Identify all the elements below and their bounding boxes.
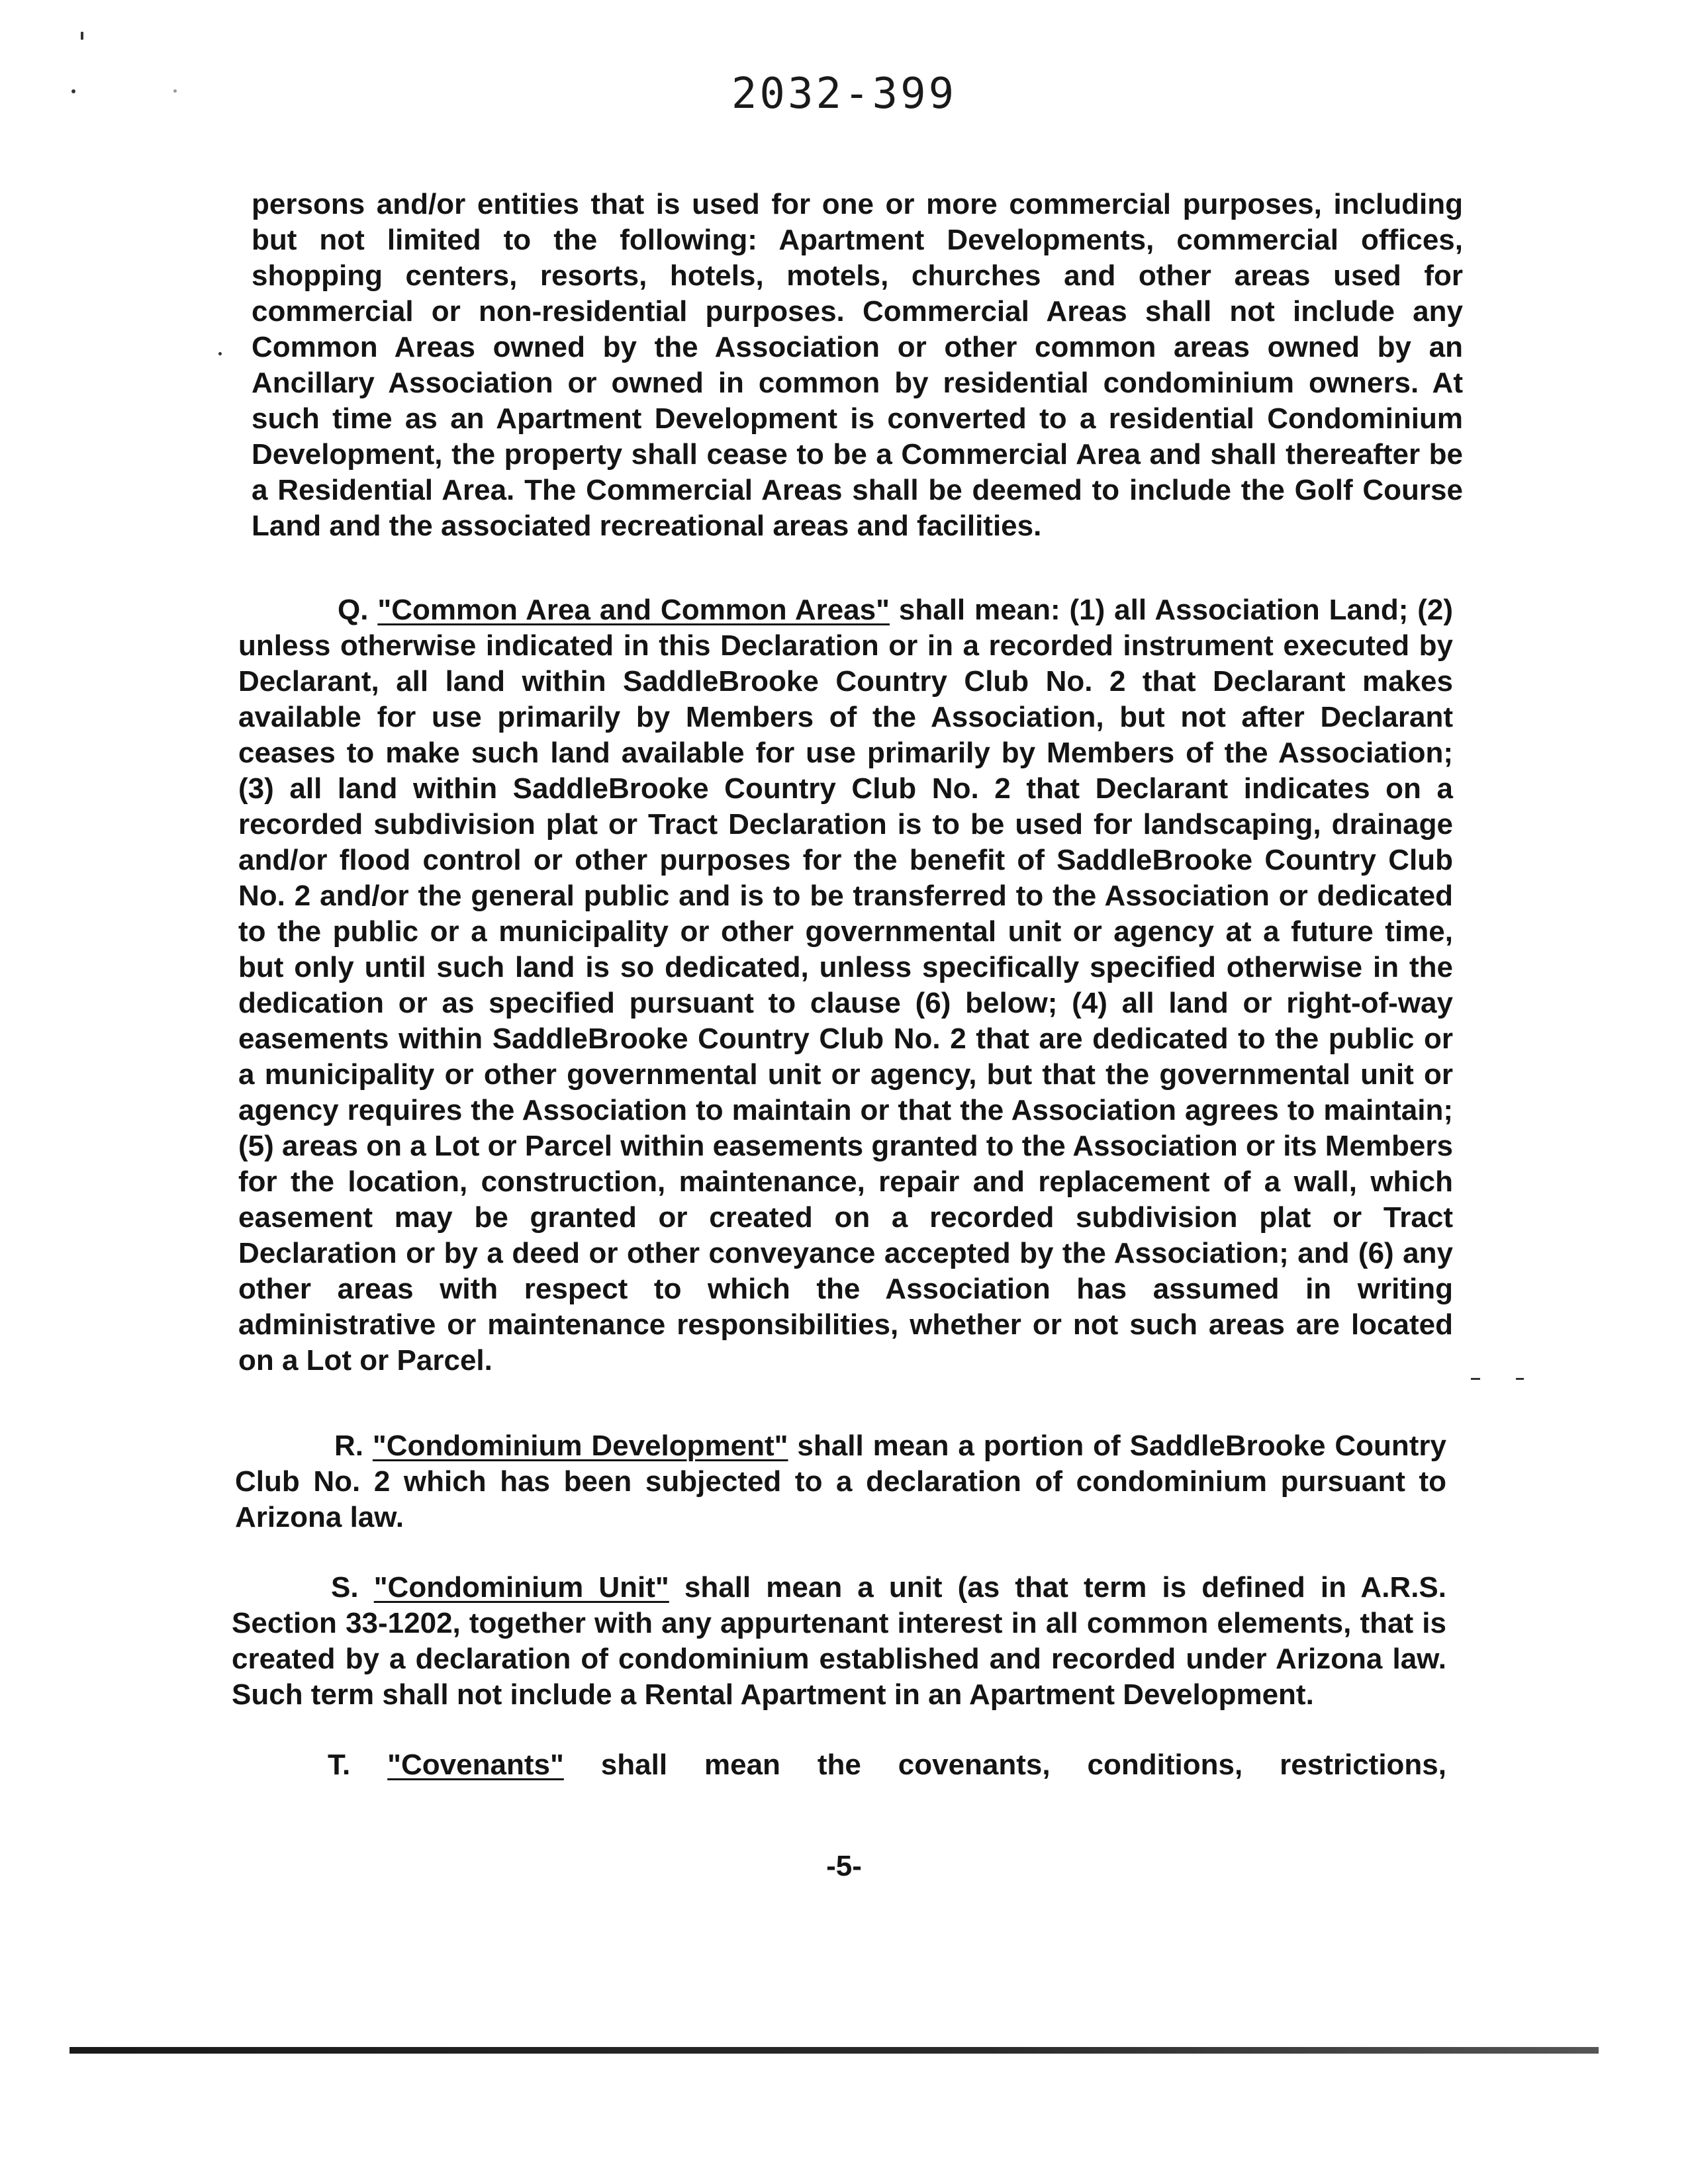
defined-term: "Common Area and Common Areas" [377, 594, 890, 626]
defined-term: "Condominium Unit" [373, 1571, 669, 1604]
paragraph-condominium-development [235, 1428, 1446, 1535]
paragraph-condominium-unit [232, 1570, 1446, 1713]
paragraph-text: shall mean a unit (as that term is defined in A.R.S. Section 33-1202, together with any appurtenant interest in all common elements, that is created by a declaration of condominium established and recorded under Arizona law. Such term shall not include a Rental Apartment in an Apartment Development. [232, 1571, 1446, 1711]
paragraph-letter: Q. [338, 594, 369, 626]
paragraph-common-areas [238, 592, 1453, 1379]
page-number: -5- [826, 1850, 862, 1882]
scan-speck [81, 32, 83, 40]
paragraph-text: shall mean: (1) all Association Land; (2) unless otherwise indicated in this Declaration or in a recorded instrument executed by Declarant, all land within SaddleBrooke Country Club No. 2 that Declarant makes available for use primarily by Members of the Association, but not after Declarant ceases to make such land available for use primarily by Members of the Association; (3) all land within SaddleBrooke Country Club No. 2 that Declarant indicates on a recorded subdivision plat or Tract Declaration is to be used for landscaping, drainage and/or flood control or other purposes for the benefit of SaddleBrooke Country Club No. 2 and/or the general public and is to be transferred to the Association or dedicated to the public or a municipality or other governmental unit or agency at a future time, but only until such land is so dedicated, unless specifically specified otherwise in the dedication or as specified pursuant to clause (6) below; (4) all land or right-of-way easements within SaddleBrooke Country Club No. 2 that are dedicated to the public or a municipality or other governmental unit or agency, but that the governmental unit or agency requires the Association to maintain or that the Association agrees to maintain; (5) areas on a Lot or Parcel within easements granted to the Association or its Members for the location, construction, maintenance, repair and replacement of a wall, which easement may be granted or created on a recorded subdivision plat or Tract Declaration or by a deed or other conveyance accepted by the Association; and (6) any other areas with respect to which the Association has assumed in writing administrative or maintenance responsibilities, whether or not such areas are located on a Lot or Parcel. [238, 594, 1453, 1377]
defined-term: "Condominium Development" [372, 1430, 788, 1462]
paragraph-text: shall mean a portion of SaddleBrooke Country Club No. 2 which has been subjected to a declaration of condominium pursuant to Arizona law. [235, 1430, 1446, 1533]
paragraph-letter: R. [334, 1430, 363, 1462]
defined-term: "Covenants" [387, 1749, 564, 1781]
paragraph-text: persons and/or entities that is used for one or more commercial purposes, including but not limited to the following: Apartment Developments, commercial offices, shopping centers, resorts, hotels, motels, churches and other areas used for commercial or non-residential purposes. Commercial Areas shall not include any Common Areas owned by the Association or other common areas owned by an Ancillary Association or owned in common by residential condominium owners. At such time as an Apartment Development is converted to a residential Condominium Development, the property shall cease to be a Commercial Area and shall thereafter be a Residential Area. The Commercial Areas shall be deemed to include the Golf Course Land and the associated recreational areas and facilities. [252, 188, 1463, 542]
scan-speck [218, 352, 222, 355]
scan-mark [1516, 1378, 1524, 1380]
paragraph-letter: T. [328, 1749, 351, 1781]
paragraph-text: shall mean the covenants, conditions, restrictions, [600, 1749, 1446, 1781]
paragraph-covenants [228, 1747, 1446, 1783]
paragraph-letter: S. [331, 1571, 359, 1604]
paragraph-commercial-areas-continued [252, 187, 1463, 544]
document-stamp-number: 2032-399 [731, 69, 957, 118]
scan-border-bar [70, 2047, 1599, 2054]
scan-mark [1471, 1378, 1480, 1380]
